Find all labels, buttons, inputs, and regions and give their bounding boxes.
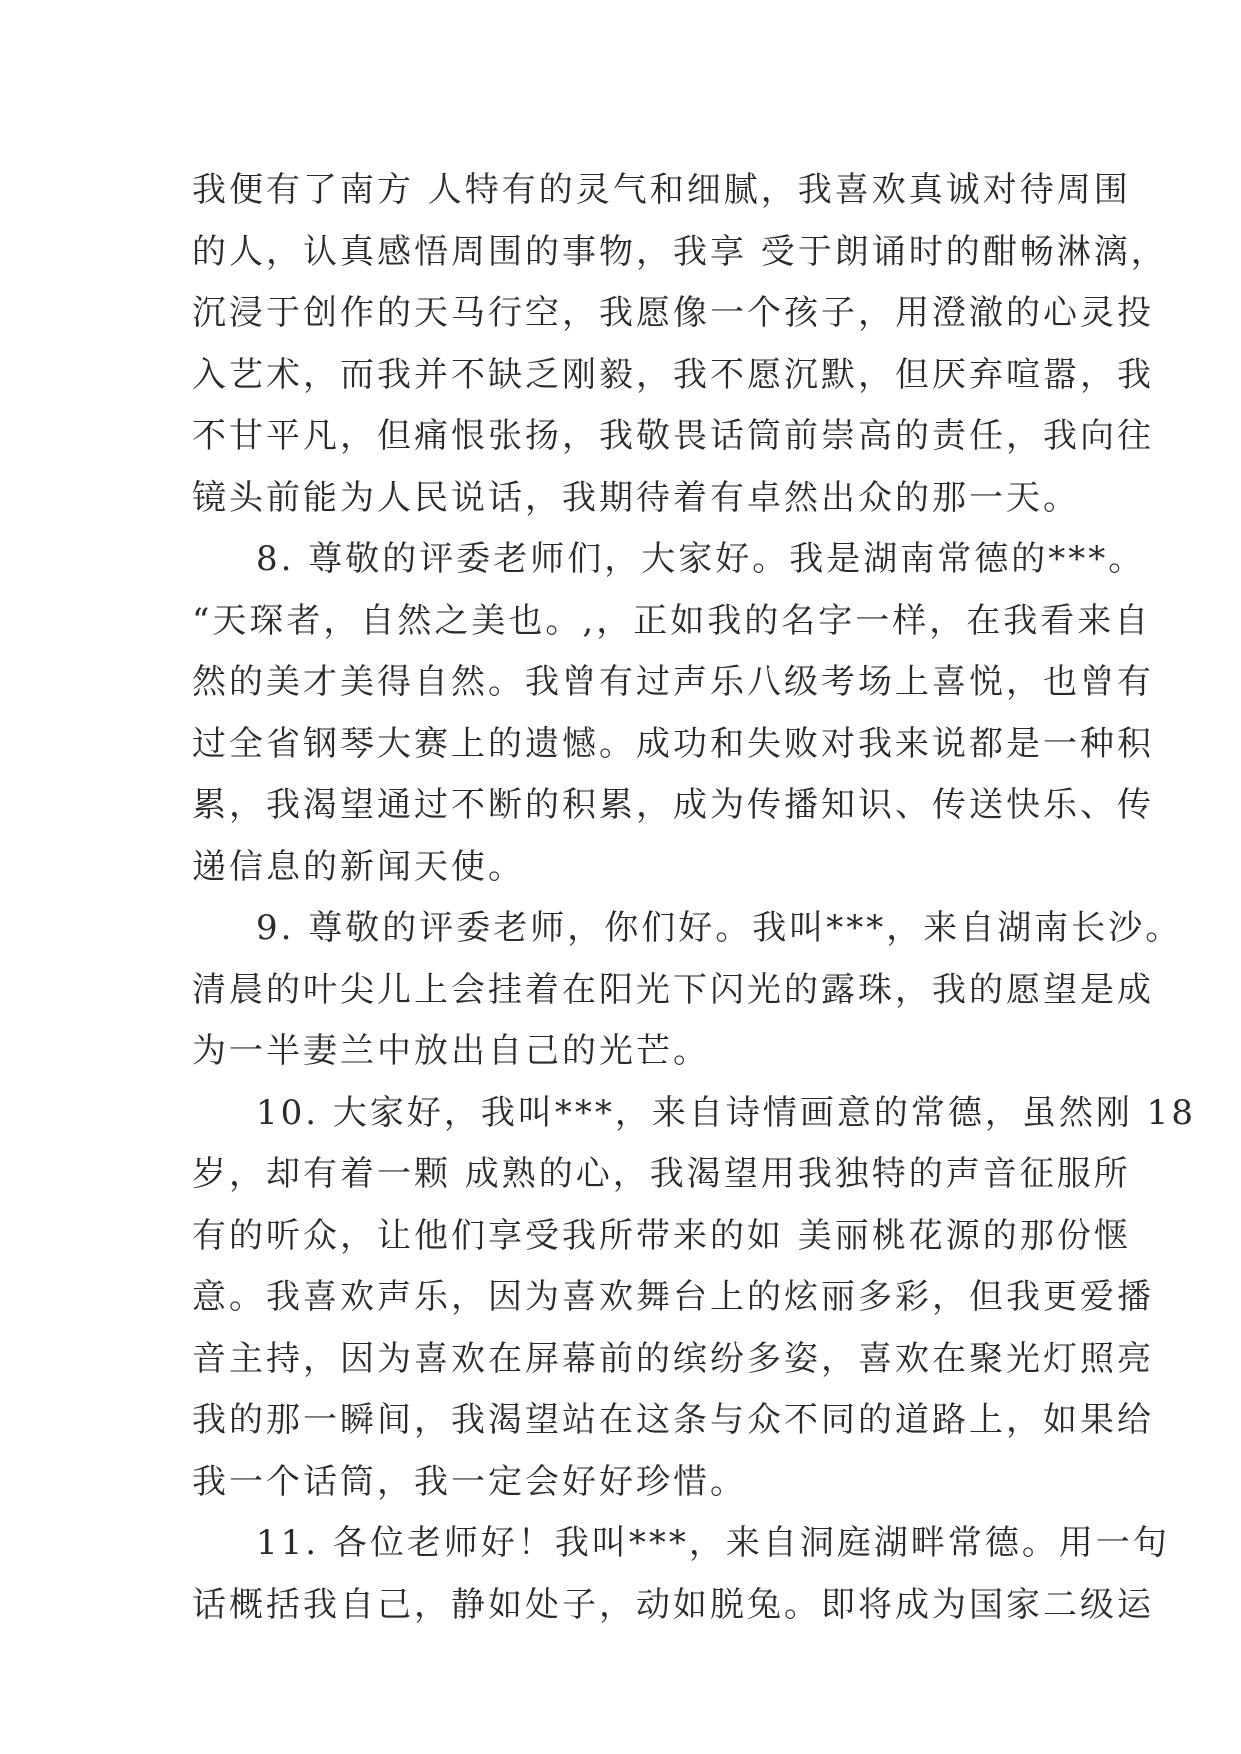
- paragraph-item-8: [192, 529, 1154, 898]
- text-line: 过全省钢琴大赛上的遗憾。成功和失败对我来说都是一种积: [192, 723, 1154, 764]
- text-line: 我便有了南方 人特有的灵气和细腻，我喜欢真诚对待周围: [192, 170, 1131, 210]
- text-line: 我的那一瞬间，我渴望站在这条与众不同的道路上，如果给: [192, 1400, 1154, 1440]
- text-line: 递信息的新闻天使。: [192, 846, 525, 887]
- text-line: 然的美才美得自然。我曾有过声乐八级考场上喜悦，也曾有: [192, 662, 1154, 702]
- text-line: 8. 尊敬的评委老师们，大家好。我是湖南常德的***。: [256, 539, 1146, 579]
- text-line: 沉浸于创作的天马行空，我愿像一个孩子，用澄澈的心灵投: [192, 293, 1154, 333]
- text-line: 我一个话筒，我一定会好好珍惜。: [192, 1461, 747, 1502]
- paragraph-item-10: [192, 1083, 1196, 1514]
- text-line: 意。我喜欢声乐，因为喜欢舞台上的炫丽多彩，但我更爱播: [192, 1277, 1154, 1317]
- text-line: 的人，认真感悟周围的事物，我享 受于朗诵时的酣畅淋漓，: [192, 231, 1168, 272]
- text-line: 岁，却有着一颗 成熟的心，我渴望用我独特的声音征服所: [192, 1154, 1131, 1194]
- paragraph-item-9: [192, 898, 1183, 1083]
- text-line: 有的听众，让他们享受我所带来的如 美丽桃花源的那份惬: [192, 1215, 1131, 1256]
- text-line: 为一半妻兰中放出自己的光芒。: [192, 1031, 710, 1071]
- text-line: 清晨的叶尖儿上会挂着在阳光下闪光的露珠，我的愿望是成: [192, 969, 1154, 1010]
- text-line: 话概括我自己，静如处子，动如脱兔。即将成为国家二级运: [192, 1584, 1154, 1625]
- text-line: 累，我渴望通过不断的积累，成为传播知识、传送快乐、传: [192, 785, 1154, 825]
- document-body: [192, 160, 1196, 1636]
- text-line: 9. 尊敬的评委老师，你们好。我叫***，来自湖南长沙。: [256, 908, 1183, 948]
- text-line: 镜头前能为人民说话，我期待着有卓然出众的那一天。: [192, 477, 1080, 518]
- text-line: 10. 大家好，我叫***，来自诗情画意的常德，虽然刚 18: [256, 1092, 1196, 1133]
- text-line: 入艺术，而我并不缺乏刚毅，我不愿沉默，但厌弃喧嚣，我: [192, 354, 1154, 395]
- text-line: 不甘平凡，但痛恨张扬，我敬畏话筒前崇高的责任，我向往: [192, 416, 1154, 456]
- paragraph-continuation: [192, 160, 1168, 529]
- text-line: 音主持，因为喜欢在屏幕前的缤纷多姿，喜欢在聚光灯照亮: [192, 1338, 1154, 1379]
- paragraph-item-11: [192, 1513, 1170, 1636]
- text-line: “天琛者，自然之美也。,，正如我的名字一样，在我看来自: [192, 600, 1152, 641]
- text-line: 11. 各位老师好！我叫***，来自洞庭湖畔常德。用一句: [256, 1523, 1170, 1563]
